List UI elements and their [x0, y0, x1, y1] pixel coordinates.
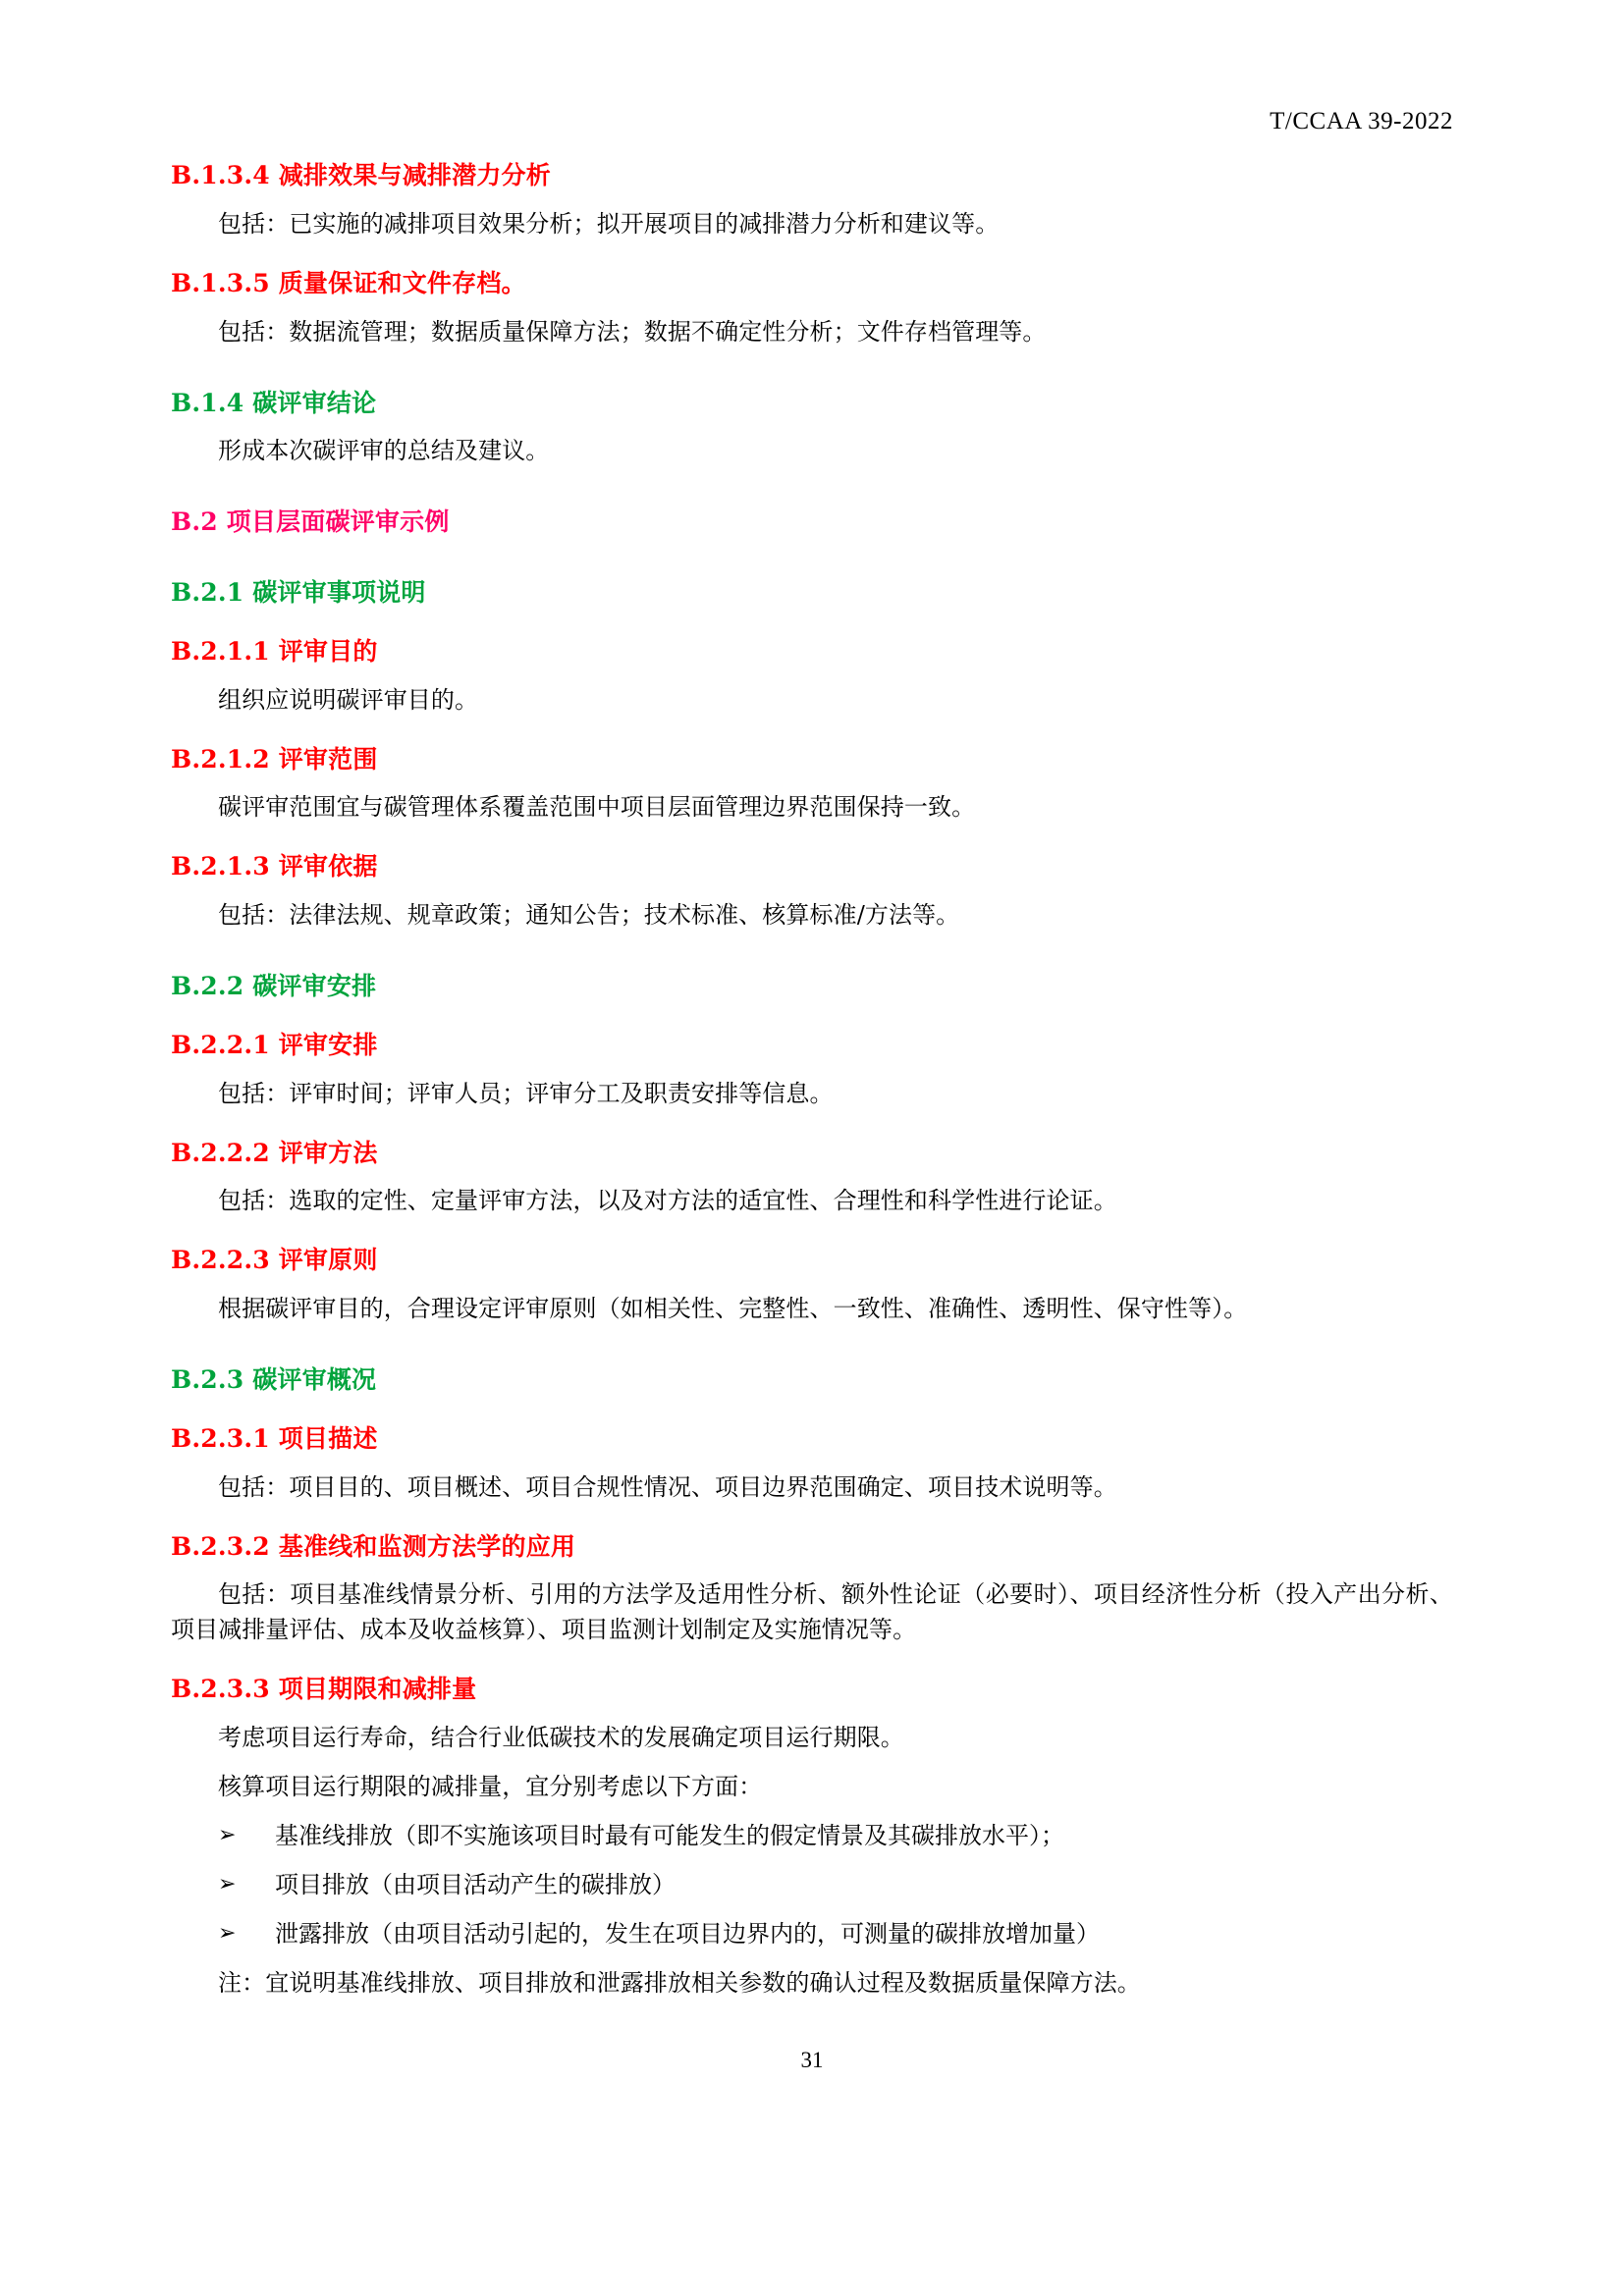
paragraph-b-2-2-3: 根据碳评审目的，合理设定评审原则（如相关性、完整性、一致性、准确性、透明性、保守性等）。 — [218, 1295, 1248, 1322]
paragraph-b-1-4: 形成本次碳评审的总结及建议。 — [218, 437, 550, 465]
heading-b-2-1-3: B.2.1.3 评审依据 — [171, 852, 378, 881]
list-item-project-emission-label: 项目排放（由项目活动产生的碳排放） — [275, 1871, 676, 1898]
list-item-leakage-emission-label: 泄露排放（由项目活动引起的，发生在项目边界内的，可测量的碳排放增加量） — [275, 1920, 1100, 1948]
heading-b-2-3-2: B.2.3.2 基准线和监测方法学的应用 — [171, 1531, 576, 1561]
heading-b-2-2-2: B.2.2.2 评审方法 — [171, 1138, 378, 1167]
paragraph-b-2-1-3: 包括：法律法规、规章政策；通知公告；技术标准、核算标准/方法等。 — [218, 901, 960, 929]
heading-b-2-3-3: B.2.3.3 项目期限和减排量 — [171, 1675, 477, 1704]
paragraph-b-2-1-2: 碳评审范围宜与碳管理体系覆盖范围中项目层面管理边界范围保持一致。 — [218, 793, 976, 822]
paragraph-b-2-2-2: 包括：选取的定性、定量评审方法，以及对方法的适宜性、合理性和科学性进行论证。 — [218, 1187, 1117, 1215]
heading-b-2-1: B.2.1 碳评审事项说明 — [171, 578, 426, 607]
paragraph-b-2-3-1: 包括：项目目的、项目概述、项目合规性情况、项目边界范围确定、项目技术说明等。 — [218, 1472, 1117, 1501]
heading-b-2-3: B.2.3 碳评审概况 — [171, 1365, 377, 1394]
heading-b-1-4: B.1.4 碳评审结论 — [171, 388, 377, 417]
heading-b-1-3-5: B.1.3.5 质量保证和文件存档。 — [171, 268, 526, 297]
paragraph-b-2-2-1: 包括：评审时间；评审人员；评审分工及职责安排等信息。 — [218, 1079, 834, 1107]
paragraph-b-2-3-2: 包括：项目基准线情景分析、引用的方法学及适用性分析、额外性论证（必要时）、项目经济性分析（投入产出分析、项目减排量评估、成本及收益核算）、项目监测计划制定及实施情况等。 — [171, 1580, 1453, 1644]
paragraph-note: 注：宜说明基准线排放、项目排放和泄露排放相关参数的确认过程及数据质量保障方法。 — [218, 1969, 1141, 1997]
heading-b-2-1-2: B.2.1.2 评审范围 — [171, 744, 378, 774]
paragraph-b-1-3-5: 包括：数据流管理；数据质量保障方法；数据不确定性分析；文件存档管理等。 — [218, 317, 1047, 346]
arrow-bullet-icon: ➢ — [218, 1823, 237, 1847]
heading-b-2-1-1: B.2.1.1 评审目的 — [171, 636, 378, 666]
page-number: 31 — [800, 2048, 824, 2072]
heading-b-2-2: B.2.2 碳评审安排 — [171, 972, 377, 1000]
list-item-baseline-emission-label: 基准线排放（即不实施该项目时最有可能发生的假定情景及其碳排放水平）； — [275, 1822, 1064, 1849]
paragraph-b-1-3-4: 包括：已实施的减排项目效果分析；拟开展项目的减排潜力分析和建议等。 — [218, 209, 1000, 238]
heading-b-2-2-3: B.2.2.3 评审原则 — [171, 1246, 378, 1275]
list-item-leakage-emission — [171, 1916, 1453, 1951]
arrow-bullet-icon: ➢ — [218, 1872, 237, 1896]
paragraph-b-2-1-1: 组织应说明碳评审目的。 — [218, 685, 479, 714]
list-item-project-emission — [171, 1867, 1453, 1902]
document-body — [171, 159, 1453, 2001]
heading-b-1-3-4: B.1.3.4 减排效果与减排潜力分析 — [171, 161, 551, 189]
list-item-baseline-emission — [171, 1818, 1453, 1853]
heading-b-2-3-1: B.2.3.1 项目描述 — [171, 1423, 378, 1453]
paragraph-b-2-3-3-a: 考虑项目运行寿命，结合行业低碳技术的发展确定项目运行期限。 — [218, 1724, 904, 1751]
paragraph-b-2-3-3-b: 核算项目运行期限的减排量，宜分别考虑以下方面： — [218, 1773, 763, 1800]
page-header-standard-code: T/CCAA 39-2022 — [1270, 108, 1453, 134]
arrow-bullet-icon: ➢ — [218, 1921, 237, 1946]
heading-b-2: B.2 项目层面碳评审示例 — [171, 507, 450, 537]
heading-b-2-2-1: B.2.2.1 评审安排 — [171, 1030, 378, 1059]
